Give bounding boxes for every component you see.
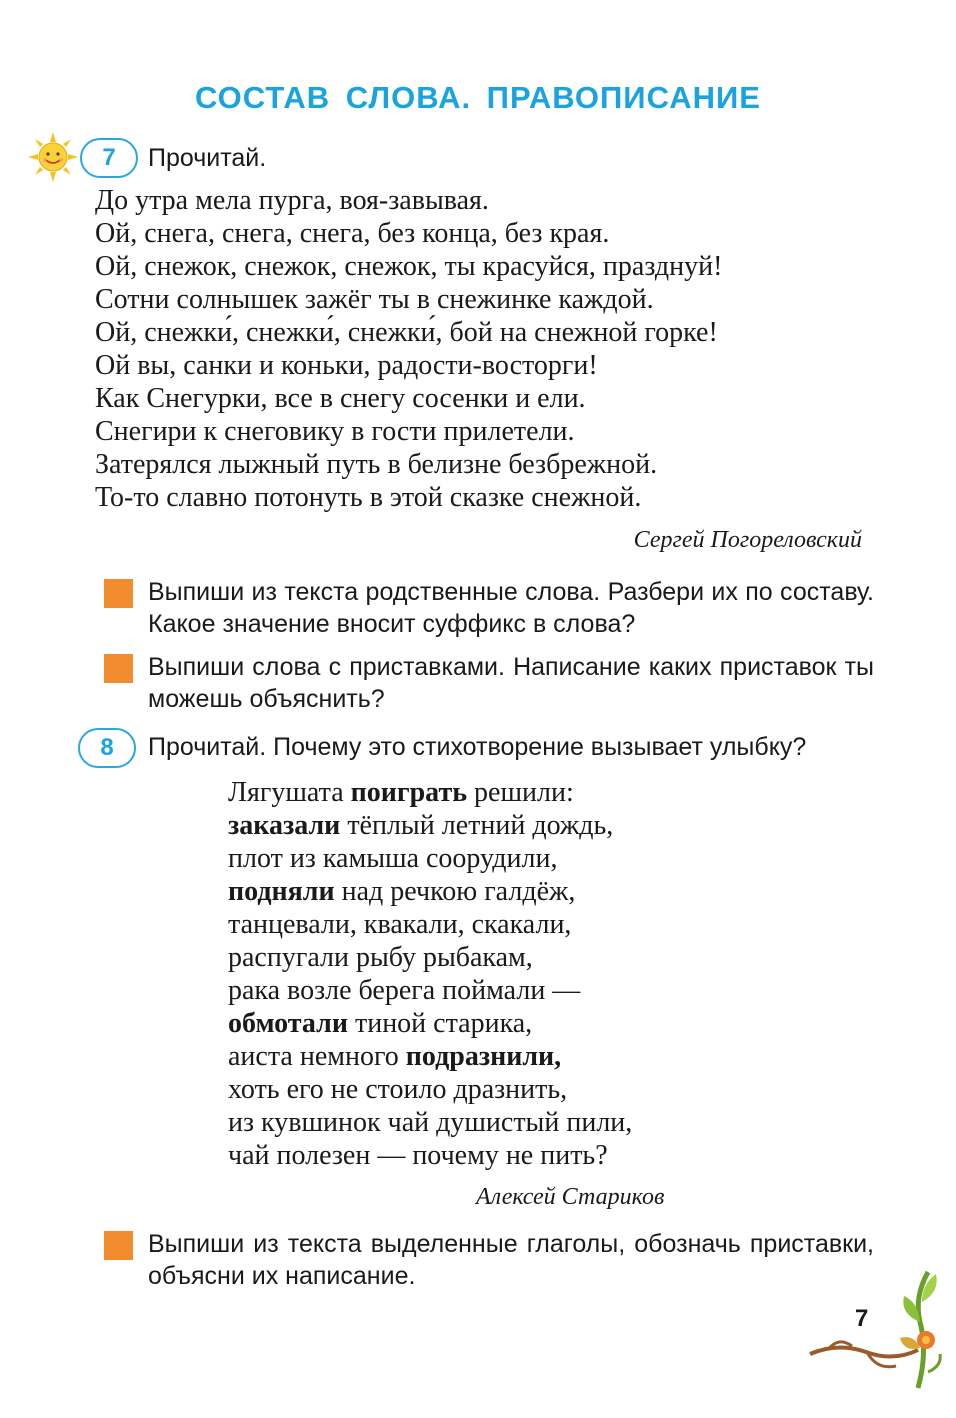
- poem-line: Затерялся лыжный путь в белизне безбрежной.: [95, 449, 658, 480]
- poem-line: Как Снегурки, все в снегу сосенки и ели.: [95, 383, 586, 414]
- page-title: СОСТАВ СЛОВА. ПРАВОПИСАНИЕ: [195, 80, 761, 115]
- task-text: Выпиши из текста родственные слова. Разбери их по составу. Какое значение вносит суффикс в слова?: [148, 578, 874, 638]
- exercise-number-7: 7: [80, 138, 138, 178]
- poem-line: распугали рыбу рыбакам,: [228, 942, 533, 973]
- poem-line: Ой, снежки́, снежки́, снежки́, бой на снежной горке!: [95, 317, 718, 348]
- poem-line: подняли над речкою галдёж,: [228, 876, 576, 907]
- poem-line: То-то славно потонуть в этой сказке снежной.: [95, 482, 642, 513]
- poem-line: чай полезен — почему не пить?: [228, 1140, 608, 1171]
- poem-line: из кувшинок чай душистый пили,: [228, 1107, 633, 1138]
- poem-line: заказали тёплый летний дождь,: [228, 810, 614, 841]
- poem-line: плот из камыша соорудили,: [228, 843, 558, 874]
- poem-line: До утра мела пурга, воя-завывая.: [95, 185, 489, 216]
- poem-line: обмотали тиной старика,: [228, 1008, 533, 1039]
- poem-line: рака возле берега поймали —: [228, 975, 581, 1006]
- poem-line: Ой вы, санки и коньки, радости-восторги!: [95, 350, 598, 381]
- floral-ornament-icon: [808, 1262, 948, 1392]
- poem-frogs: [228, 776, 828, 1172]
- poem-author: Алексей Стариков: [476, 1184, 665, 1210]
- task-item: [104, 651, 874, 715]
- task-item: [104, 1228, 874, 1292]
- poem-line: Ой, снежок, снежок, снежок, ты красуйся, празднуй!: [95, 251, 723, 282]
- orange-square-icon: [104, 1231, 133, 1260]
- poem-line: Лягушата поиграть решили:: [228, 777, 574, 808]
- sun-icon: [28, 132, 78, 182]
- task-item: [104, 576, 874, 640]
- orange-square-icon: [104, 579, 133, 608]
- page-number: 7: [855, 1305, 869, 1332]
- task-text: Выпиши слова с приставками. Написание каких приставок ты можешь объяснить?: [148, 653, 874, 713]
- poem-line: аиста немного подразнили,: [228, 1041, 562, 1072]
- exercise-8-instruction: Прочитай. Почему это стихотворение вызывает улыбку?: [148, 733, 807, 761]
- orange-square-icon: [104, 654, 133, 683]
- exercise-7-instruction: Прочитай.: [148, 144, 267, 172]
- task-text: Выпиши из текста выделенные глаголы, обозначь приставки, объясни их написание.: [148, 1230, 874, 1290]
- poem-snow: [95, 184, 915, 514]
- poem-line: Ой, снега, снега, снега, без конца, без края.: [95, 218, 610, 249]
- exercise-number-8: 8: [78, 728, 136, 768]
- poem-line: Снегири к снеговику в гости прилетели.: [95, 416, 575, 447]
- poem-line: танцевали, квакали, скакали,: [228, 909, 572, 940]
- poem-line: хоть его не стоило дразнить,: [228, 1074, 568, 1105]
- poem-line: Сотни солнышек зажёг ты в снежинке каждой.: [95, 284, 654, 315]
- poem-author: Сергей Погореловский: [633, 527, 862, 553]
